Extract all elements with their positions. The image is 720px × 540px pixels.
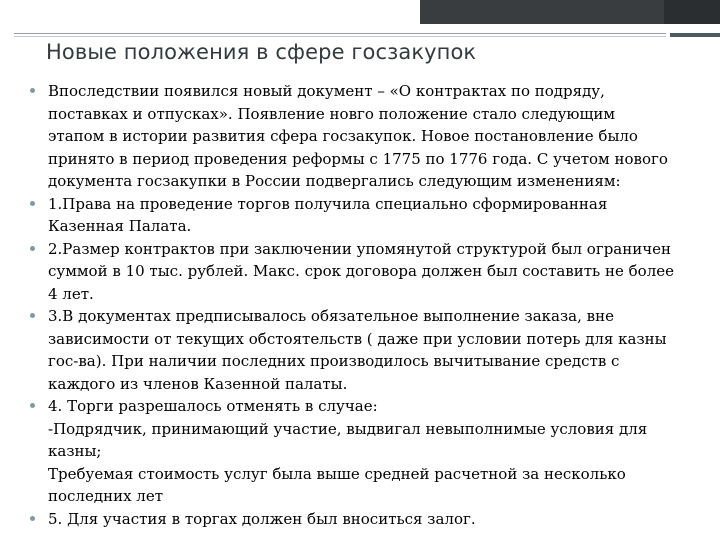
title-divider-line-secondary (14, 36, 666, 37)
slide-header-decoration (0, 0, 720, 30)
bullet-line: суммой в 10 тыс. рублей. Макс. срок договора должен был составить не более (48, 262, 674, 280)
bullet-line: зависимости от текущих обстоятельств ( даже при условии потерь для казны (48, 329, 667, 348)
bullet-line: казны; (48, 442, 102, 460)
bullet-line: Впоследствии появился новый документ – «О контрактах по подряду, (48, 82, 605, 100)
bullet-line: поставках и отпусках». Появление новго положение стало следующим (48, 104, 616, 123)
bullet-line: 3.В документах предписывалось обязательное выполнение заказа, вне (48, 307, 614, 325)
title-divider-accent (670, 33, 720, 37)
bullet-line: 1.Права на проведение торгов получила специально сформированная (48, 194, 608, 213)
bullet-line: -Подрядчик, принимающий участие, выдвигал невыполнимые условия для (48, 419, 648, 438)
bullet-line: каждого из членов Казенной палаты. (48, 374, 348, 393)
bullet-list (28, 80, 706, 530)
bullet-line: принято в период проведения реформы с 1775 по 1776 года. С учетом нового (48, 149, 668, 168)
header-dark-band (420, 0, 720, 24)
bullet-item (28, 238, 706, 306)
bullet-line: 5. Для участия в торгах должен был вноситься залог. (48, 509, 476, 528)
bullet-line: гос-ва). При наличии последних производилось вычитывание средств с (48, 352, 620, 370)
bullet-line: 2.Размер контрактов при заключении упомянутой структурой был ограничен (48, 239, 672, 258)
title-divider-line (14, 33, 666, 34)
bullet-item (28, 80, 706, 193)
bullet-item (28, 508, 706, 531)
bullet-line: последних лет (48, 487, 163, 505)
bullet-item (28, 305, 706, 395)
slide-title: Новые положения в сфере госзакупок (46, 40, 477, 64)
bullet-line: 4 лет. (48, 284, 94, 303)
header-band-accent (664, 0, 720, 24)
bullet-line: Требуемая стоимость услуг была выше средней расчетной за несколько (48, 464, 626, 483)
bullet-line: этапом в истории развития сфера госзакупок. Новое постановление было (48, 127, 638, 145)
bullet-line: Казенная Палата. (48, 217, 192, 235)
bullet-line: 4. Торги разрешалось отменять в случае: (48, 397, 378, 415)
bullet-item (28, 395, 706, 508)
bullet-line: документа госзакупки в России подвергались следующим изменениям: (48, 172, 621, 190)
bullet-item (28, 193, 706, 238)
